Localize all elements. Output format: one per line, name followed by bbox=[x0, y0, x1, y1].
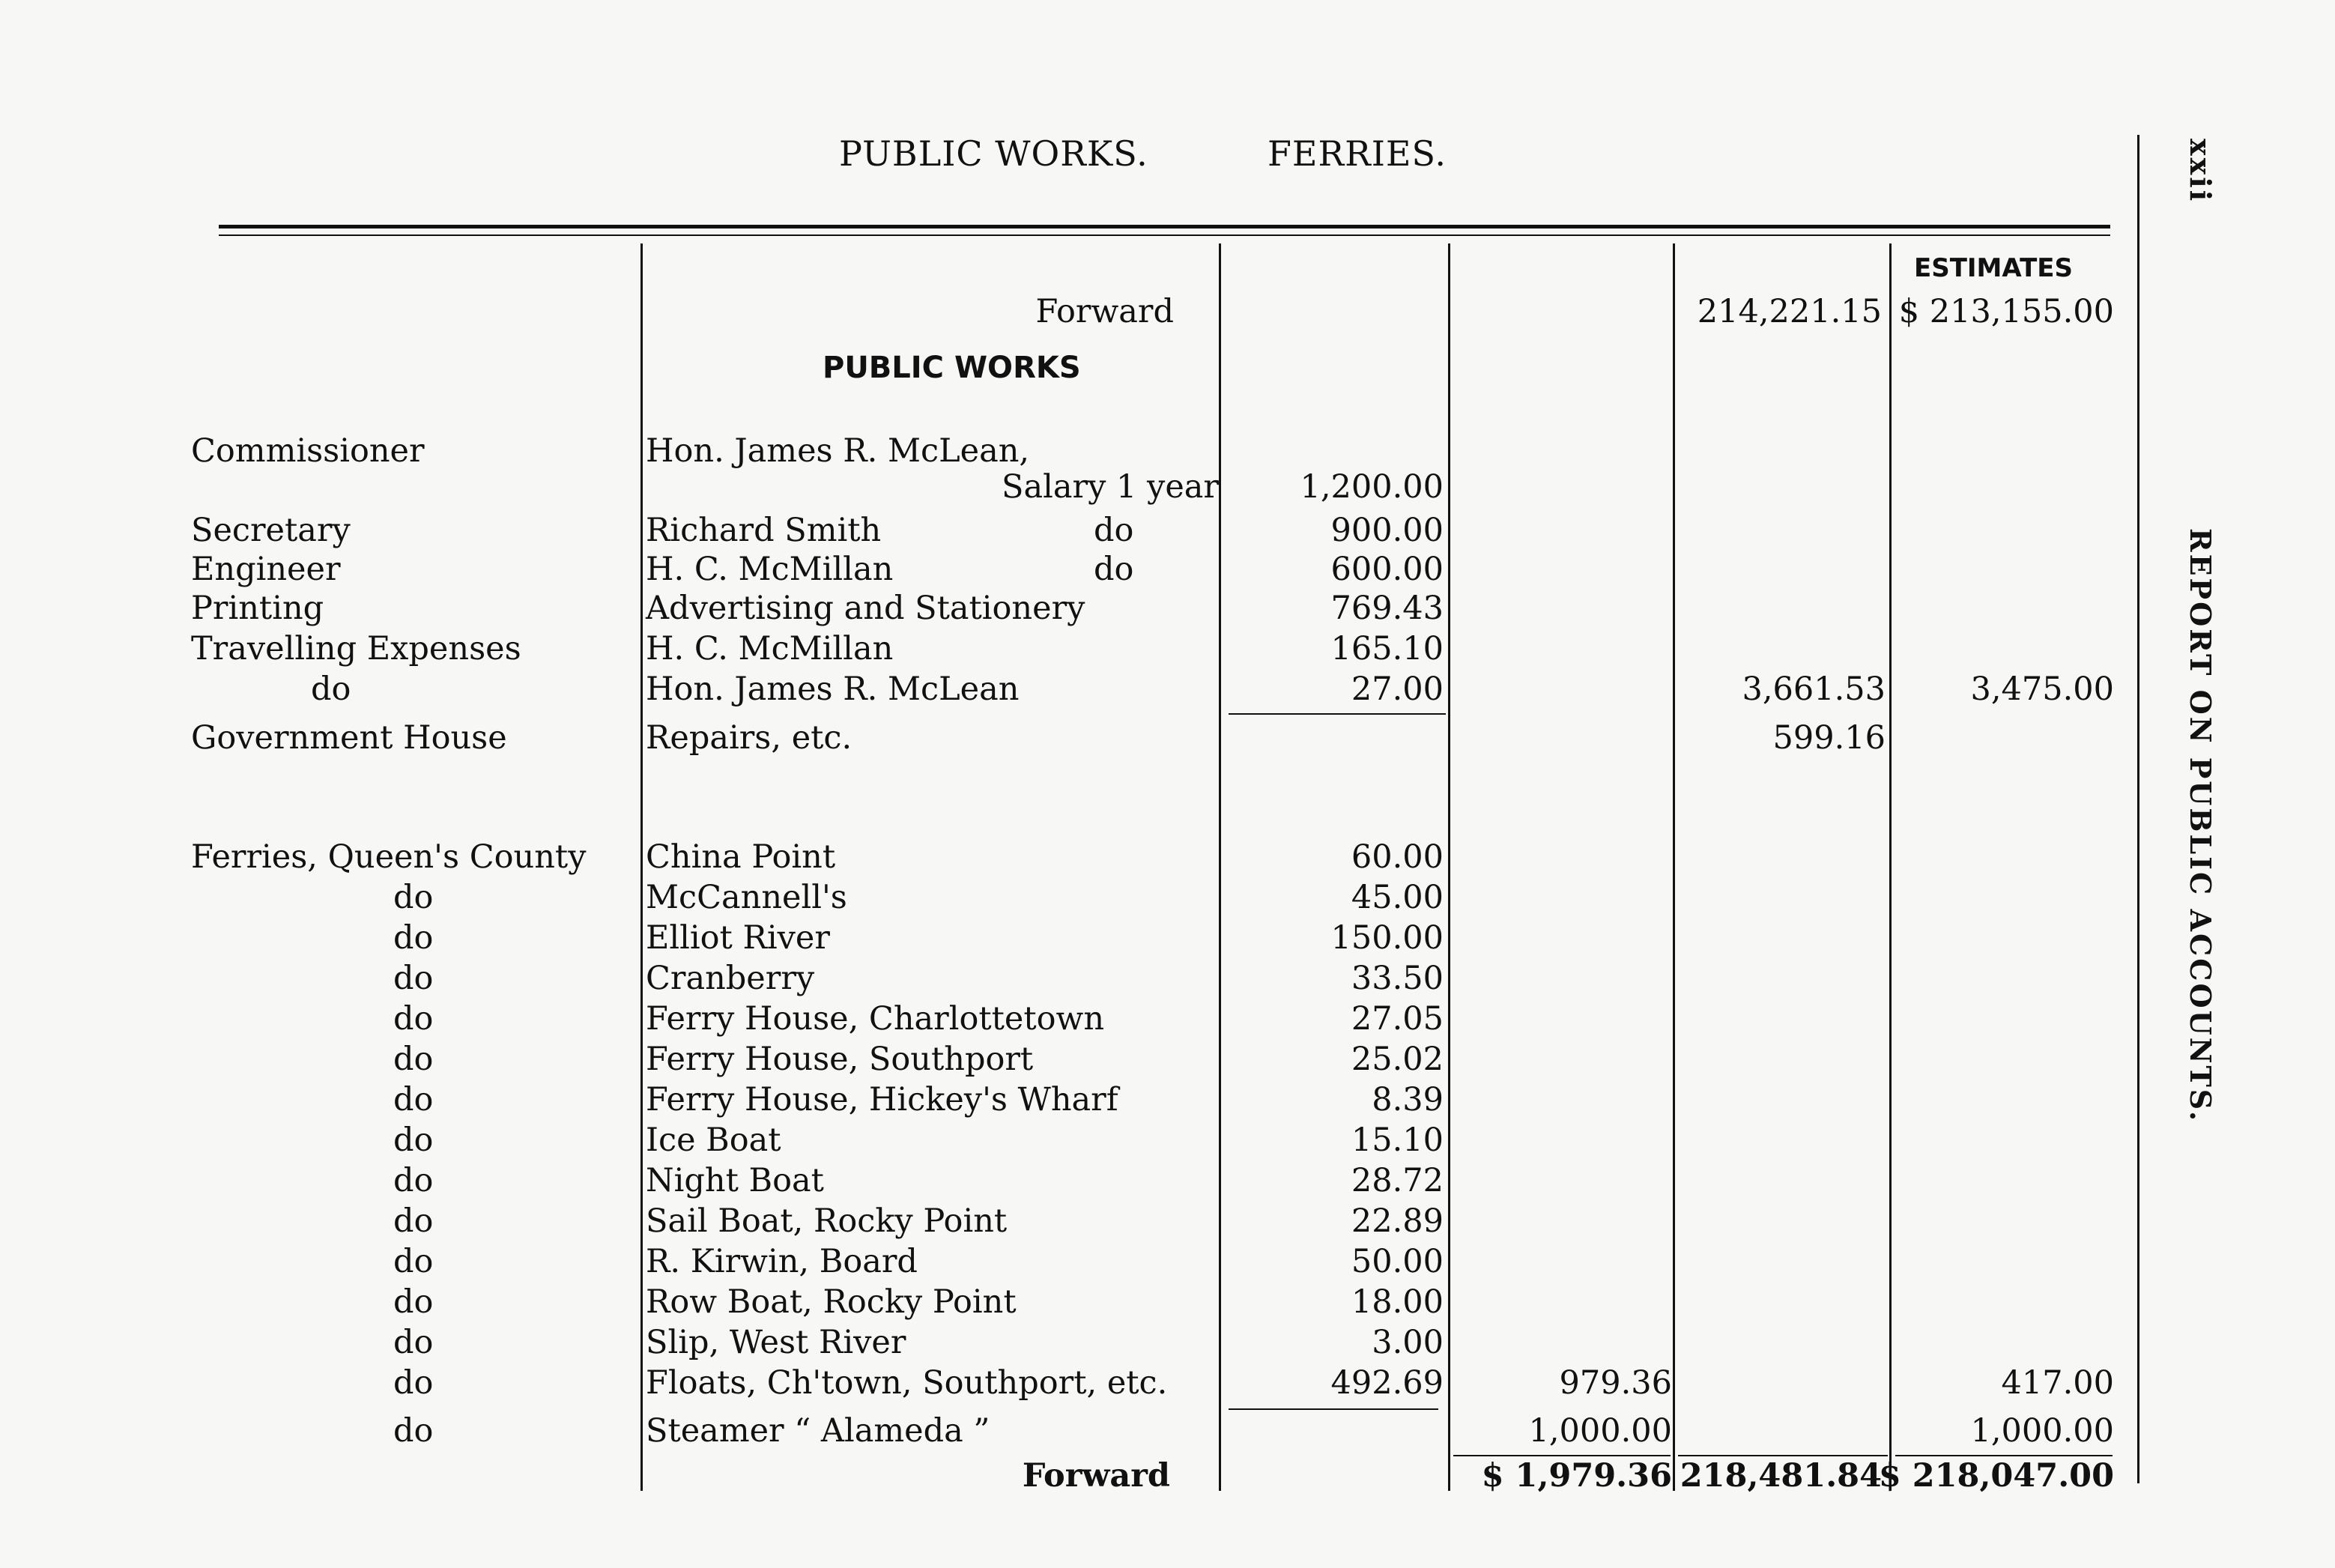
row-desc: Hon. James R. McLean, bbox=[646, 432, 1030, 470]
row-c1: 25.02 bbox=[1351, 1041, 1444, 1078]
row-desc: R. Kirwin, Board bbox=[646, 1243, 918, 1280]
row-desc: Floats, Ch'town, Southport, etc. bbox=[646, 1364, 1168, 1402]
table-row bbox=[0, 509, 2335, 551]
row-c1: 28.72 bbox=[1351, 1162, 1444, 1199]
row-desc: H. C. McMillan bbox=[646, 630, 894, 668]
row-desc: China Point bbox=[646, 838, 836, 876]
row-desc: Ferry House, Charlottetown bbox=[646, 1000, 1105, 1038]
table-row bbox=[0, 1079, 2335, 1121]
table-row bbox=[0, 1322, 2335, 1363]
row-c1: 18.00 bbox=[1351, 1283, 1444, 1321]
row-c4: 1,000.00 bbox=[1970, 1412, 2114, 1450]
row-label: do bbox=[393, 960, 434, 997]
table-row bbox=[0, 1119, 2335, 1161]
row-label: do bbox=[311, 671, 351, 708]
table-row bbox=[0, 1241, 2335, 1283]
row-c1: 8.39 bbox=[1372, 1081, 1444, 1119]
top-rule-thin bbox=[219, 234, 2110, 236]
forward-top-row bbox=[0, 291, 2335, 333]
subtotal-rule bbox=[1229, 713, 1446, 715]
table-row bbox=[0, 587, 2335, 629]
row-label: Commissioner bbox=[191, 432, 425, 470]
row-label: do bbox=[393, 919, 434, 957]
row-c1: 60.00 bbox=[1351, 838, 1444, 876]
row-c1: 150.00 bbox=[1330, 919, 1444, 957]
row-label: do bbox=[393, 1364, 434, 1402]
row-c1: 900.00 bbox=[1330, 512, 1444, 549]
forward-top-col3: 214,221.15 bbox=[1697, 293, 1882, 330]
row-c1: 600.00 bbox=[1330, 551, 1444, 588]
running-title: REPORT ON PUBLIC ACCOUNTS. bbox=[2184, 528, 2217, 1124]
row-desc: Ice Boat bbox=[646, 1121, 781, 1159]
estimates-label: ESTIMATES bbox=[1914, 253, 2073, 283]
table-row bbox=[0, 917, 2335, 959]
row-c1: 27.00 bbox=[1351, 671, 1444, 708]
row-label: Ferries, Queen's County bbox=[191, 838, 587, 876]
row-c1: 15.10 bbox=[1351, 1121, 1444, 1159]
forward-top-label: Forward bbox=[1035, 293, 1174, 330]
table-row bbox=[0, 1200, 2335, 1242]
row-desc: Repairs, etc. bbox=[646, 719, 852, 757]
row-sub: Salary 1 year bbox=[1002, 468, 1219, 506]
row-c3: 3,661.53 bbox=[1742, 671, 1886, 708]
row-label: do bbox=[393, 879, 434, 916]
forward-bottom-col2: $ 1,979.36 bbox=[1481, 1457, 1672, 1495]
row-desc: Cranberry bbox=[646, 960, 815, 997]
row-label: do bbox=[393, 1081, 434, 1119]
row-desc: Sail Boat, Rocky Point bbox=[646, 1202, 1008, 1240]
table-row bbox=[0, 717, 2335, 759]
row-c1: 33.50 bbox=[1351, 960, 1444, 997]
row-c3: 599.16 bbox=[1772, 719, 1886, 757]
table-row bbox=[0, 998, 2335, 1040]
row-desc: Steamer “ Alameda ” bbox=[646, 1412, 990, 1450]
row-desc: Slip, West River bbox=[646, 1324, 906, 1361]
row-c4: 3,475.00 bbox=[1970, 671, 2114, 708]
row-c1: 165.10 bbox=[1330, 630, 1444, 668]
row-c1: 50.00 bbox=[1351, 1243, 1444, 1280]
row-desc: Ferry House, Southport bbox=[646, 1041, 1034, 1078]
section-title: PUBLIC WORKS bbox=[823, 351, 1081, 385]
row-do-mark: do bbox=[1094, 551, 1134, 588]
table-row bbox=[0, 836, 2335, 878]
forward-top-col4: $ 213,155.00 bbox=[1898, 293, 2114, 330]
row-do-mark: do bbox=[1094, 512, 1134, 549]
row-desc: Night Boat bbox=[646, 1162, 824, 1199]
row-label: do bbox=[393, 1202, 434, 1240]
row-c1: 769.43 bbox=[1330, 590, 1444, 627]
row-c2: 1,000.00 bbox=[1528, 1412, 1672, 1450]
table-row bbox=[0, 628, 2335, 670]
row-label: do bbox=[393, 1412, 434, 1450]
top-rule-thick bbox=[219, 225, 2110, 228]
table-row bbox=[0, 1410, 2335, 1452]
row-label: Printing bbox=[191, 590, 324, 627]
row-label: Engineer bbox=[191, 551, 341, 588]
forward-bottom-row bbox=[0, 1455, 2335, 1497]
row-c1: 27.05 bbox=[1351, 1000, 1444, 1038]
row-label: do bbox=[393, 1000, 434, 1038]
table-row bbox=[0, 877, 2335, 918]
row-desc: Elliot River bbox=[646, 919, 830, 957]
row-desc: Row Boat, Rocky Point bbox=[646, 1283, 1017, 1321]
forward-bottom-col3: 218,481.84 bbox=[1680, 1457, 1882, 1495]
table-row bbox=[0, 466, 2335, 508]
row-label: do bbox=[393, 1121, 434, 1159]
row-desc: Ferry House, Hickey's Wharf bbox=[646, 1081, 1118, 1119]
forward-bottom-label: Forward bbox=[1022, 1457, 1170, 1495]
table-row bbox=[0, 1160, 2335, 1202]
table-row bbox=[0, 1038, 2335, 1080]
row-label: do bbox=[393, 1324, 434, 1361]
table-row bbox=[0, 668, 2335, 710]
row-desc: H. C. McMillan bbox=[646, 551, 894, 588]
row-label: do bbox=[393, 1283, 434, 1321]
row-c1: 492.69 bbox=[1330, 1364, 1444, 1402]
row-c1: 1,200.00 bbox=[1300, 468, 1444, 506]
table-row bbox=[0, 548, 2335, 590]
row-c2: 979.36 bbox=[1559, 1364, 1672, 1402]
row-label: Government House bbox=[191, 719, 507, 757]
row-desc: Richard Smith bbox=[646, 512, 882, 549]
row-c1: 45.00 bbox=[1351, 879, 1444, 916]
header-right: FERRIES. bbox=[1268, 133, 1447, 174]
row-label: Secretary bbox=[191, 512, 351, 549]
page-number: xxii bbox=[2184, 139, 2217, 204]
forward-bottom-col4: $ 218,047.00 bbox=[1878, 1457, 2114, 1495]
row-c4: 417.00 bbox=[2001, 1364, 2114, 1402]
row-label: do bbox=[393, 1162, 434, 1199]
table-row bbox=[0, 1362, 2335, 1404]
header-left: PUBLIC WORKS. bbox=[839, 133, 1148, 174]
row-desc: Advertising and Stationery bbox=[646, 590, 1085, 627]
row-c1: 3.00 bbox=[1372, 1324, 1444, 1361]
row-desc: McCannell's bbox=[646, 879, 847, 916]
table-row bbox=[0, 1281, 2335, 1323]
row-c1: 22.89 bbox=[1351, 1202, 1444, 1240]
row-label: do bbox=[393, 1243, 434, 1280]
row-desc: Hon. James R. McLean bbox=[646, 671, 1020, 708]
row-label: Travelling Expenses bbox=[191, 630, 521, 668]
table-row bbox=[0, 957, 2335, 999]
row-label: do bbox=[393, 1041, 434, 1078]
